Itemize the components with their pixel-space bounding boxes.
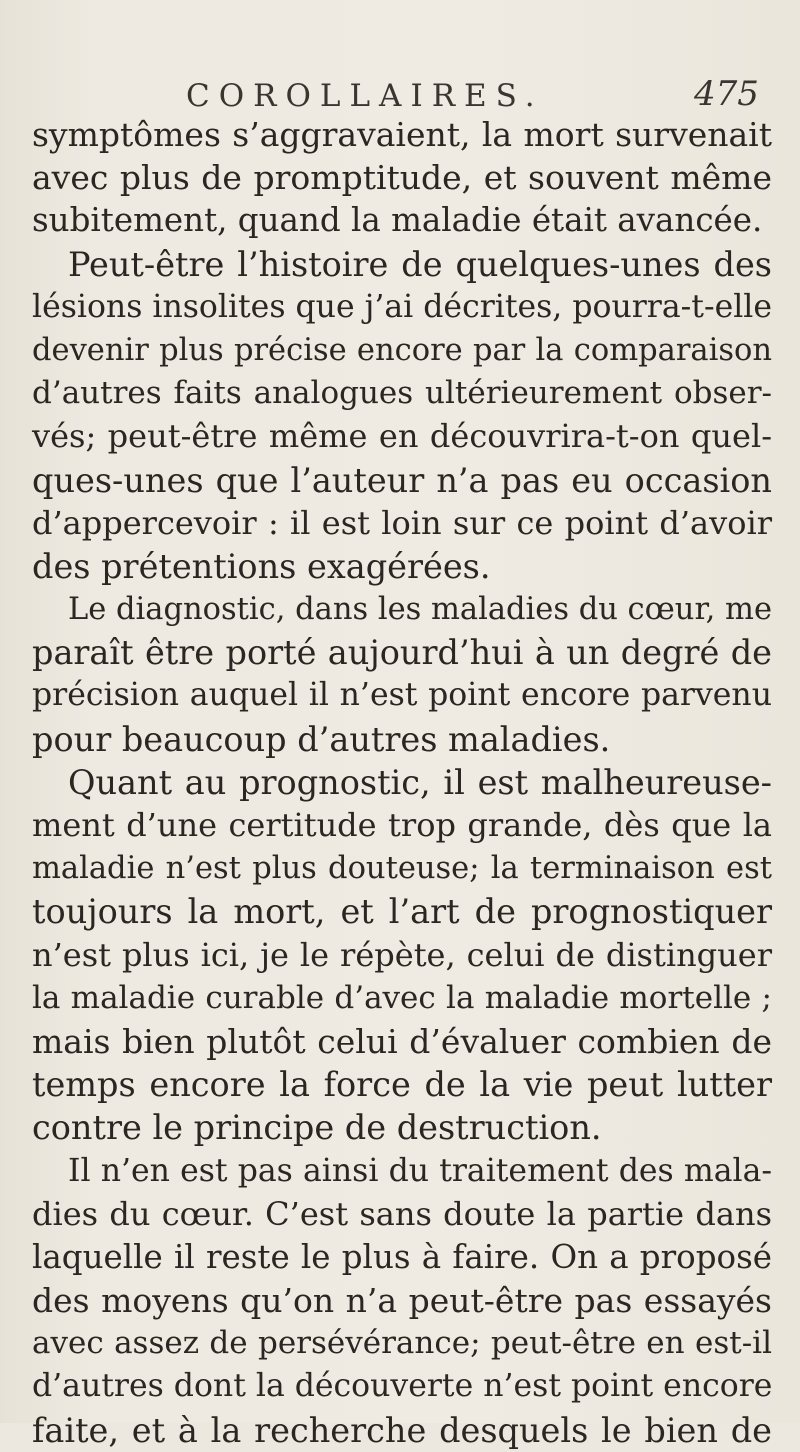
text-line: pour beaucoup d’autres maladies. <box>32 719 611 759</box>
text-line: Peut-être l’histoire de quelques-unes des <box>68 244 772 284</box>
text-line: paraît être porté aujourd’hui à un degré de <box>32 633 772 673</box>
text-line: Il n’en est pas ainsi du traitement des mala- <box>68 1152 772 1189</box>
text-line: d’autres dont la découverte n’est point encore <box>32 1368 773 1405</box>
text-line: subitement, quand la maladie était avancée. <box>32 201 763 240</box>
text-line: devenir plus précise encore par la comparaison <box>32 332 772 368</box>
text-line: temps encore la force de la vie peut lutter <box>32 1065 772 1105</box>
text-line: faite, et à la recherche desquels le bien de <box>32 1410 772 1450</box>
text-line: d’autres faits analogues ultérieurement obser- <box>32 375 772 412</box>
text-line: toujours la mort, et l’art de prognostiquer <box>32 892 772 932</box>
text-line: ment d’une certitude trop grande, dès que la <box>32 806 772 844</box>
text-line: Le diagnostic, dans les maladies du cœur, me <box>68 592 773 628</box>
text-line: lésions insolites que j’ai décrites, pourra-t-elle <box>32 288 773 325</box>
text-line: précision auquel il n’est point encore parvenu <box>32 677 772 714</box>
text-line: symptômes s’aggravaient, la mort survenait <box>32 115 772 154</box>
running-head: COROLLAIRES. <box>186 78 544 114</box>
text-line: avec assez de persévérance; peut-être en est-il <box>32 1325 772 1362</box>
text-line: d’appercevoir : il est loin sur ce point d’avoir <box>32 503 772 542</box>
text-line: dies du cœur. C’est sans doute la partie dans <box>32 1194 772 1233</box>
body-text <box>32 113 772 1452</box>
text-line: n’est plus ici, je le répète, celui de distinguer <box>32 935 772 974</box>
text-line: la maladie curable d’avec la maladie mortelle ; <box>32 979 772 1016</box>
text-line: avec plus de promptitude, et souvent même <box>32 158 772 198</box>
text-line: maladie n’est plus douteuse; la terminaison est <box>32 851 772 887</box>
text-line: des prétentions exagérées. <box>32 546 491 586</box>
text-line: Quant au prognostic, il est malheureuse- <box>68 762 772 802</box>
text-line: laquelle il reste le plus à faire. On a proposé <box>32 1237 772 1276</box>
text-line: ques-unes que l’auteur n’a pas eu occasion <box>32 460 772 500</box>
text-line: contre le principe de destruction. <box>32 1108 602 1148</box>
text-line: des moyens qu’on n’a peut-être pas essayés <box>32 1281 772 1321</box>
text-line: vés; peut-être même en découvrira-t-on quel- <box>32 417 772 456</box>
page-number: 475 <box>694 74 759 114</box>
text-line: mais bien plutôt celui d’évaluer combien de <box>32 1021 772 1061</box>
